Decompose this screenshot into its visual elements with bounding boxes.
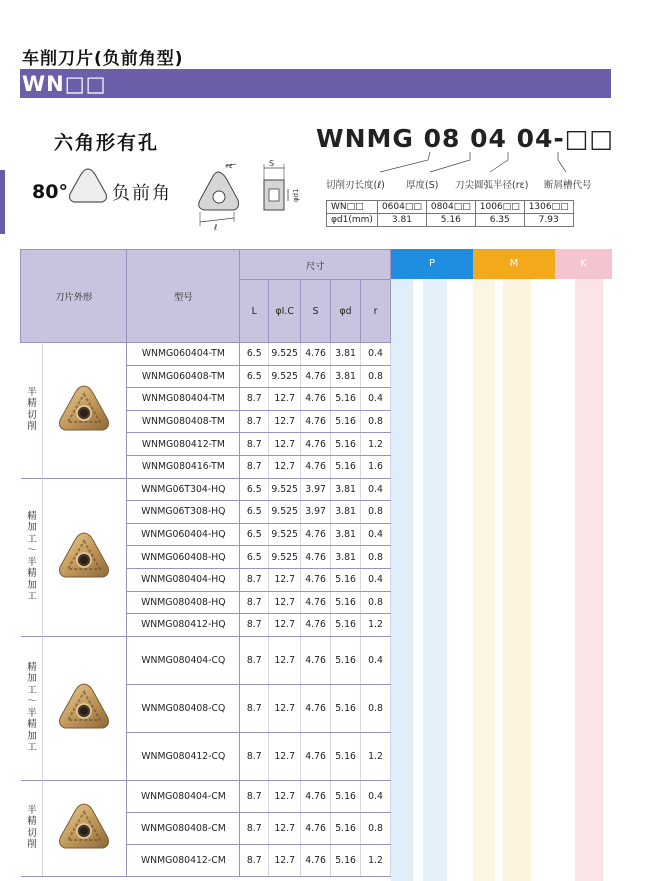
size-cell: 4.76 — [301, 523, 331, 546]
size-cell: 6.5 — [240, 365, 269, 388]
size-cell: 0.8 — [361, 410, 391, 433]
group-label: 半精切削 — [27, 386, 37, 433]
table-row — [21, 478, 391, 501]
size-cell: 5.16 — [331, 812, 361, 844]
model-cell: WNMG060408-HQ — [127, 546, 240, 569]
size-cell: 12.7 — [269, 684, 301, 732]
p-column — [391, 279, 473, 881]
m-column — [473, 279, 555, 881]
size-cell: 8.7 — [240, 614, 269, 637]
size-cell: 4.76 — [301, 433, 331, 456]
size-cell: 0.8 — [361, 365, 391, 388]
left-tab-marker — [0, 170, 5, 234]
insert-photo-cq — [54, 680, 114, 736]
size-cell: 1.2 — [361, 844, 391, 876]
size-cell: 5.16 — [331, 455, 361, 478]
size-cell: 8.7 — [240, 568, 269, 591]
insert-photo-cm — [54, 800, 114, 856]
size-cell: 0.4 — [361, 636, 391, 684]
size-cell: 3.97 — [301, 478, 331, 501]
size-cell: 5.16 — [331, 410, 361, 433]
group-divider — [42, 342, 43, 478]
insert-80deg-icon — [66, 166, 110, 208]
size-cell: 9.525 — [269, 546, 301, 569]
size-cell: 8.7 — [240, 812, 269, 844]
size-cell: 4.76 — [301, 684, 331, 732]
table-row — [21, 636, 391, 684]
size-cell: 1.6 — [361, 455, 391, 478]
size-cell: 0.8 — [361, 501, 391, 524]
model-cell: WNMG06T304-HQ — [127, 478, 240, 501]
size-cell: 9.525 — [269, 501, 301, 524]
spec-cell: 0804□□ — [426, 201, 475, 214]
size-cell: 4.76 — [301, 732, 331, 780]
code-band-label: WN□□ — [22, 72, 107, 96]
size-cell: 3.81 — [331, 501, 361, 524]
size-cell: 0.8 — [361, 546, 391, 569]
legend-chipbreaker: 断屑槽代号 — [544, 180, 592, 191]
size-cell: 4.76 — [301, 410, 331, 433]
size-cell: 0.4 — [361, 568, 391, 591]
insert-diagram-icon — [188, 160, 250, 242]
model-cell: WNMG080412-CQ — [127, 732, 240, 780]
size-cell: 12.7 — [269, 591, 301, 614]
size-cell: 3.81 — [331, 343, 361, 366]
size-cell: 12.7 — [269, 780, 301, 812]
code-band — [20, 69, 611, 98]
insert-photo-tm — [54, 382, 114, 438]
size-cell: 8.7 — [240, 591, 269, 614]
size-cell: 5.16 — [331, 568, 361, 591]
group-label: 精加工～半精加工 — [27, 661, 37, 754]
size-cell: 9.525 — [269, 343, 301, 366]
model-cell: WNMG080412-CM — [127, 844, 240, 876]
size-cell: 5.16 — [331, 433, 361, 456]
rake-label: 负前角 — [112, 183, 172, 204]
model-cell: WNMG080412-TM — [127, 433, 240, 456]
model-cell: WNMG06T308-HQ — [127, 501, 240, 524]
group-divider — [42, 478, 43, 636]
size-cell: 8.7 — [240, 410, 269, 433]
col-d-header: φd — [331, 280, 361, 343]
spec-cell: 3.81 — [377, 214, 426, 227]
size-cell: 12.7 — [269, 614, 301, 637]
size-cell: 6.5 — [240, 343, 269, 366]
spec-cell: 7.93 — [524, 214, 573, 227]
size-cell: 4.76 — [301, 388, 331, 411]
size-cell: 6.5 — [240, 523, 269, 546]
model-cell: WNMG080408-CQ — [127, 684, 240, 732]
model-cell: WNMG060404-TM — [127, 343, 240, 366]
group-divider — [42, 636, 43, 780]
model-cell: WNMG080408-CM — [127, 812, 240, 844]
size-cell: 5.16 — [331, 780, 361, 812]
col-shape-header: 刀片外形 — [21, 250, 127, 343]
code-callout-lines — [320, 150, 600, 180]
svg-text:ℓ: ℓ — [214, 223, 218, 232]
svg-text:φd1: φd1 — [292, 188, 300, 202]
insert-side-diagram-icon — [258, 158, 304, 228]
size-cell: 8.7 — [240, 732, 269, 780]
size-cell: 12.7 — [269, 636, 301, 684]
group-label: 半精切削 — [27, 804, 37, 851]
size-cell: 6.5 — [240, 501, 269, 524]
size-cell: 4.76 — [301, 343, 331, 366]
size-cell: 1.2 — [361, 614, 391, 637]
size-cell: 12.7 — [269, 568, 301, 591]
spec-cell: φd1(mm) — [327, 214, 378, 227]
size-cell: 3.81 — [331, 478, 361, 501]
k-column — [555, 279, 612, 881]
size-cell: 8.7 — [240, 433, 269, 456]
model-cell: WNMG080412-HQ — [127, 614, 240, 637]
spec-cell: 6.35 — [475, 214, 524, 227]
insert-photo-hq — [54, 529, 114, 585]
size-cell: 5.16 — [331, 591, 361, 614]
size-cell: 5.16 — [331, 614, 361, 637]
table-row — [21, 343, 391, 366]
page-title: 车削刀片(负前角型) — [22, 49, 184, 69]
size-cell: 0.4 — [361, 478, 391, 501]
size-cell: 1.2 — [361, 732, 391, 780]
size-cell: 3.97 — [301, 501, 331, 524]
size-cell: 5.16 — [331, 388, 361, 411]
model-cell: WNMG080404-CQ — [127, 636, 240, 684]
size-cell: 4.76 — [301, 568, 331, 591]
size-cell: 12.7 — [269, 433, 301, 456]
size-cell: 4.76 — [301, 546, 331, 569]
spec-cell: 1006□□ — [475, 201, 524, 214]
code-template: WNMG 08 04 04-□□ — [316, 124, 614, 153]
size-cell: 8.7 — [240, 684, 269, 732]
model-cell: WNMG080404-HQ — [127, 568, 240, 591]
size-cell: 0.4 — [361, 343, 391, 366]
size-cell: 8.7 — [240, 844, 269, 876]
group-divider — [42, 780, 43, 876]
model-cell: WNMG080408-HQ — [127, 591, 240, 614]
size-cell: 0.8 — [361, 591, 391, 614]
size-cell: 3.81 — [331, 546, 361, 569]
model-cell: WNMG060404-HQ — [127, 523, 240, 546]
model-cell: WNMG080404-CM — [127, 780, 240, 812]
model-cell: WNMG080408-TM — [127, 410, 240, 433]
size-cell: 0.8 — [361, 684, 391, 732]
material-p-header: P — [391, 249, 473, 279]
size-cell: 3.81 — [331, 523, 361, 546]
size-cell: 4.76 — [301, 780, 331, 812]
size-cell: 1.2 — [361, 433, 391, 456]
spec-cell: 0604□□ — [377, 201, 426, 214]
product-table — [20, 249, 612, 881]
col-L-header: L — [240, 280, 269, 343]
size-cell: 4.76 — [301, 844, 331, 876]
legend-nose-radius: 刀尖圆弧半径(rε) — [455, 180, 529, 191]
size-cell: 4.76 — [301, 636, 331, 684]
size-cell: 0.4 — [361, 780, 391, 812]
size-cell: 6.5 — [240, 546, 269, 569]
size-cell: 12.7 — [269, 844, 301, 876]
size-cell: 4.76 — [301, 365, 331, 388]
size-cell: 5.16 — [331, 844, 361, 876]
col-S-header: S — [301, 280, 331, 343]
size-cell: 0.4 — [361, 523, 391, 546]
material-m-header: M — [473, 249, 555, 279]
size-cell: 12.7 — [269, 388, 301, 411]
size-cell: 8.7 — [240, 636, 269, 684]
size-cell: 4.76 — [301, 614, 331, 637]
model-cell: WNMG080416-TM — [127, 455, 240, 478]
material-k-header: K — [555, 249, 612, 279]
size-cell: 0.8 — [361, 812, 391, 844]
size-cell: 8.7 — [240, 388, 269, 411]
legend-thickness: 厚度(S) — [406, 180, 439, 191]
spec-cell: WN□□ — [327, 201, 378, 214]
size-cell: 12.7 — [269, 455, 301, 478]
col-model-header: 型号 — [127, 250, 240, 343]
legend-edge-length: 切削刃长度(ℓ) — [326, 180, 385, 191]
col-r-header: r — [361, 280, 391, 343]
model-cell: WNMG080404-TM — [127, 388, 240, 411]
hole-size-table — [326, 200, 574, 227]
size-cell: 12.7 — [269, 812, 301, 844]
spec-cell: 5.16 — [426, 214, 475, 227]
size-cell: 5.16 — [331, 684, 361, 732]
col-size-header: 尺寸 — [240, 250, 391, 280]
size-cell: 4.76 — [301, 591, 331, 614]
size-cell: 9.525 — [269, 523, 301, 546]
size-cell: 8.7 — [240, 780, 269, 812]
size-cell: 3.81 — [331, 365, 361, 388]
size-cell: 4.76 — [301, 812, 331, 844]
size-cell: 12.7 — [269, 410, 301, 433]
shape-title: 六角形有孔 — [54, 132, 160, 154]
size-cell: 9.525 — [269, 478, 301, 501]
group-label: 精加工～半精加工 — [27, 510, 37, 603]
svg-text:rε: rε — [226, 162, 233, 170]
size-cell: 8.7 — [240, 455, 269, 478]
size-cell: 12.7 — [269, 732, 301, 780]
svg-text:S: S — [269, 159, 275, 168]
size-cell: 0.4 — [361, 388, 391, 411]
angle-label: 80° — [32, 181, 68, 203]
spec-cell: 1306□□ — [524, 201, 573, 214]
size-cell: 5.16 — [331, 732, 361, 780]
size-cell: 5.16 — [331, 636, 361, 684]
size-cell: 4.76 — [301, 455, 331, 478]
col-IC-header: φI.C — [269, 280, 301, 343]
size-cell: 9.525 — [269, 365, 301, 388]
size-cell: 6.5 — [240, 478, 269, 501]
model-cell: WNMG060408-TM — [127, 365, 240, 388]
